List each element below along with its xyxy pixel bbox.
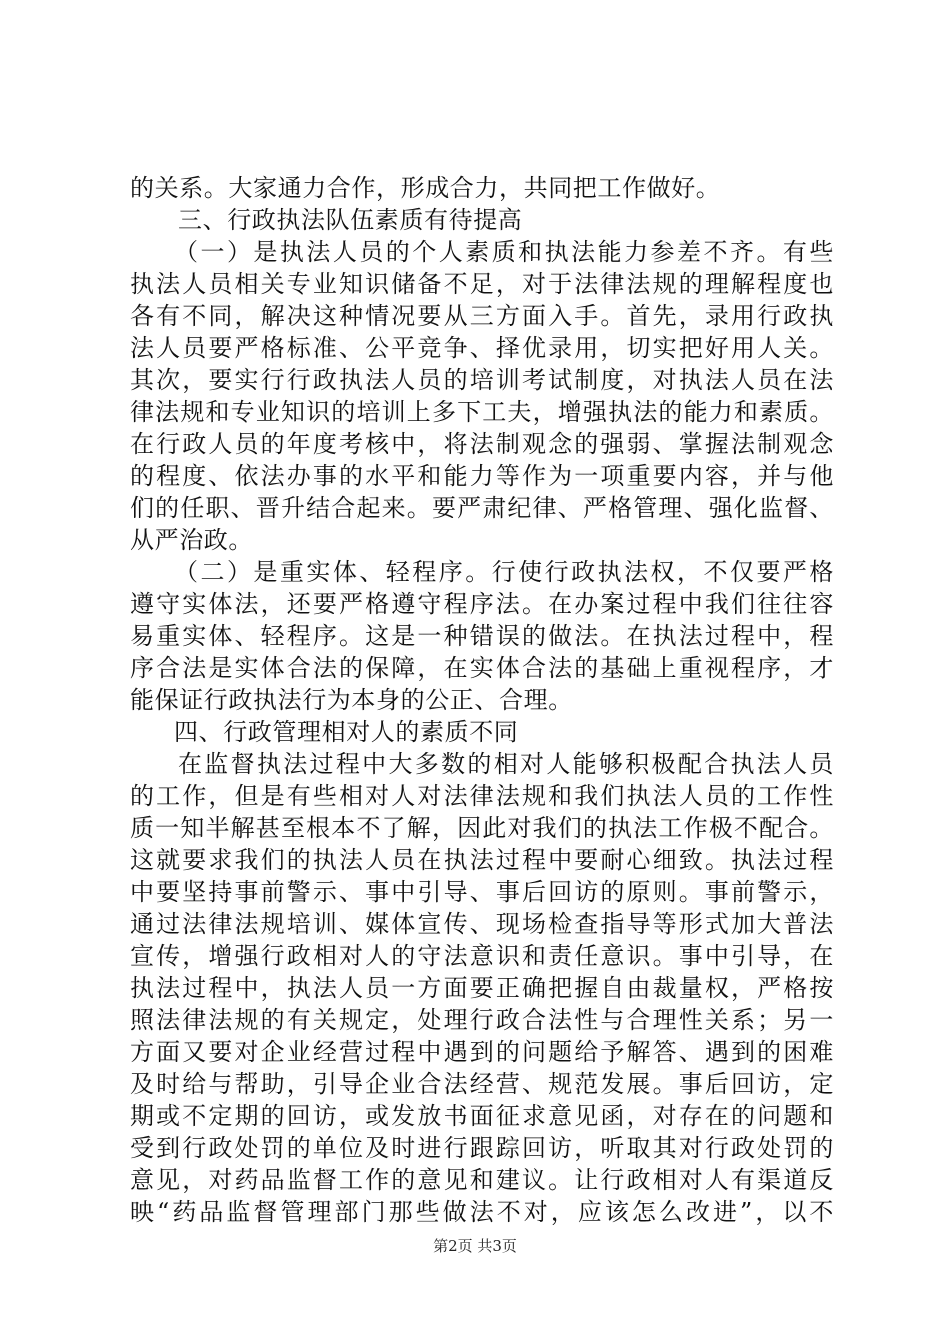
- paragraph-line: 各有不同，解决这种情况要从三方面入手。首先，录用行政执: [130, 302, 834, 330]
- document-body: [130, 172, 834, 1228]
- paragraph-line: 执法人员相关专业知识储备不足，对于法律法规的理解程度也: [130, 270, 834, 298]
- paragraph-line: 的工作，但是有些相对人对法律法规和我们执法人员的工作性: [130, 782, 834, 810]
- paragraph-line: 的程度、依法办事的水平和能力等作为一项重要内容，并与他: [130, 462, 834, 490]
- paragraph-line: 易重实体、轻程序。这是一种错误的做法。在执法过程中，程: [130, 622, 834, 650]
- paragraph-line: 映“药品监督管理部门那些做法不对，应该怎么改进”，以不: [130, 1198, 834, 1226]
- paragraph-line: （二）是重实体、轻程序。行使行政执法权，不仅要严格: [174, 558, 834, 586]
- paragraph-line: 从严治政。: [130, 526, 253, 554]
- paragraph-line: 宣传，增强行政相对人的守法意识和责任意识。事中引导，在: [130, 942, 834, 970]
- paragraph-line: 执法过程中，执法人员一方面要正确把握自由裁量权，严格按: [130, 974, 834, 1002]
- paragraph-line: 期或不定期的回访，或发放书面征求意见函，对存在的问题和: [130, 1102, 834, 1130]
- paragraph-line: 及时给与帮助，引导企业合法经营、规范发展。事后回访，定: [130, 1070, 834, 1098]
- paragraph-line: 意见，对药品监督工作的意见和建议。让行政相对人有渠道反: [130, 1166, 834, 1194]
- section-heading: 三、行政执法队伍素质有待提高: [178, 206, 523, 234]
- section-heading: 四、行政管理相对人的素质不同: [174, 718, 519, 746]
- paragraph-line: 质一知半解甚至根本不了解，因此对我们的执法工作极不配合。: [130, 814, 834, 842]
- paragraph-line: 序合法是实体合法的保障，在实体合法的基础上重视程序，才: [130, 654, 834, 682]
- paragraph-line: 法人员要严格标准、公平竞争、择优录用，切实把好用人关。: [130, 334, 834, 362]
- paragraph-line: 照法律法规的有关规定，处理行政合法性与合理性关系；另一: [130, 1006, 834, 1034]
- paragraph-line: 遵守实体法，还要严格遵守程序法。在办案过程中我们往往容: [130, 590, 834, 618]
- paragraph-line: 的关系。大家通力合作，形成合力，共同把工作做好。: [130, 174, 721, 202]
- paragraph-line: （一）是执法人员的个人素质和执法能力参差不齐。有些: [174, 238, 834, 266]
- paragraph-line: 中要坚持事前警示、事中引导、事后回访的原则。事前警示，: [130, 878, 834, 906]
- paragraph-line: 们的任职、晋升结合起来。要严肃纪律、严格管理、强化监督、: [130, 494, 834, 522]
- paragraph-line: 方面又要对企业经营过程中遇到的问题给予解答、遇到的困难: [130, 1038, 834, 1066]
- paragraph-line: 这就要求我们的执法人员在执法过程中要耐心细致。执法过程: [130, 846, 834, 874]
- page-number: 第2页 共3页: [433, 1237, 517, 1255]
- paragraph-line: 律法规和专业知识的培训上多下工夫，增强执法的能力和素质。: [130, 398, 834, 426]
- paragraph-line: 其次，要实行行政执法人员的培训考试制度，对执法人员在法: [130, 366, 834, 394]
- paragraph-line: 在行政人员的年度考核中，将法制观念的强弱、掌握法制观念: [130, 430, 834, 458]
- paragraph-line: 能保证行政执法行为本身的公正、合理。: [130, 686, 573, 714]
- paragraph-line: 在监督执法过程中大多数的相对人能够积极配合执法人员: [178, 750, 834, 778]
- paragraph-line: 受到行政处罚的单位及时进行跟踪回访，听取其对行政处罚的: [130, 1134, 834, 1162]
- paragraph-line: 通过法律法规培训、媒体宣传、现场检查指导等形式加大普法: [130, 910, 834, 938]
